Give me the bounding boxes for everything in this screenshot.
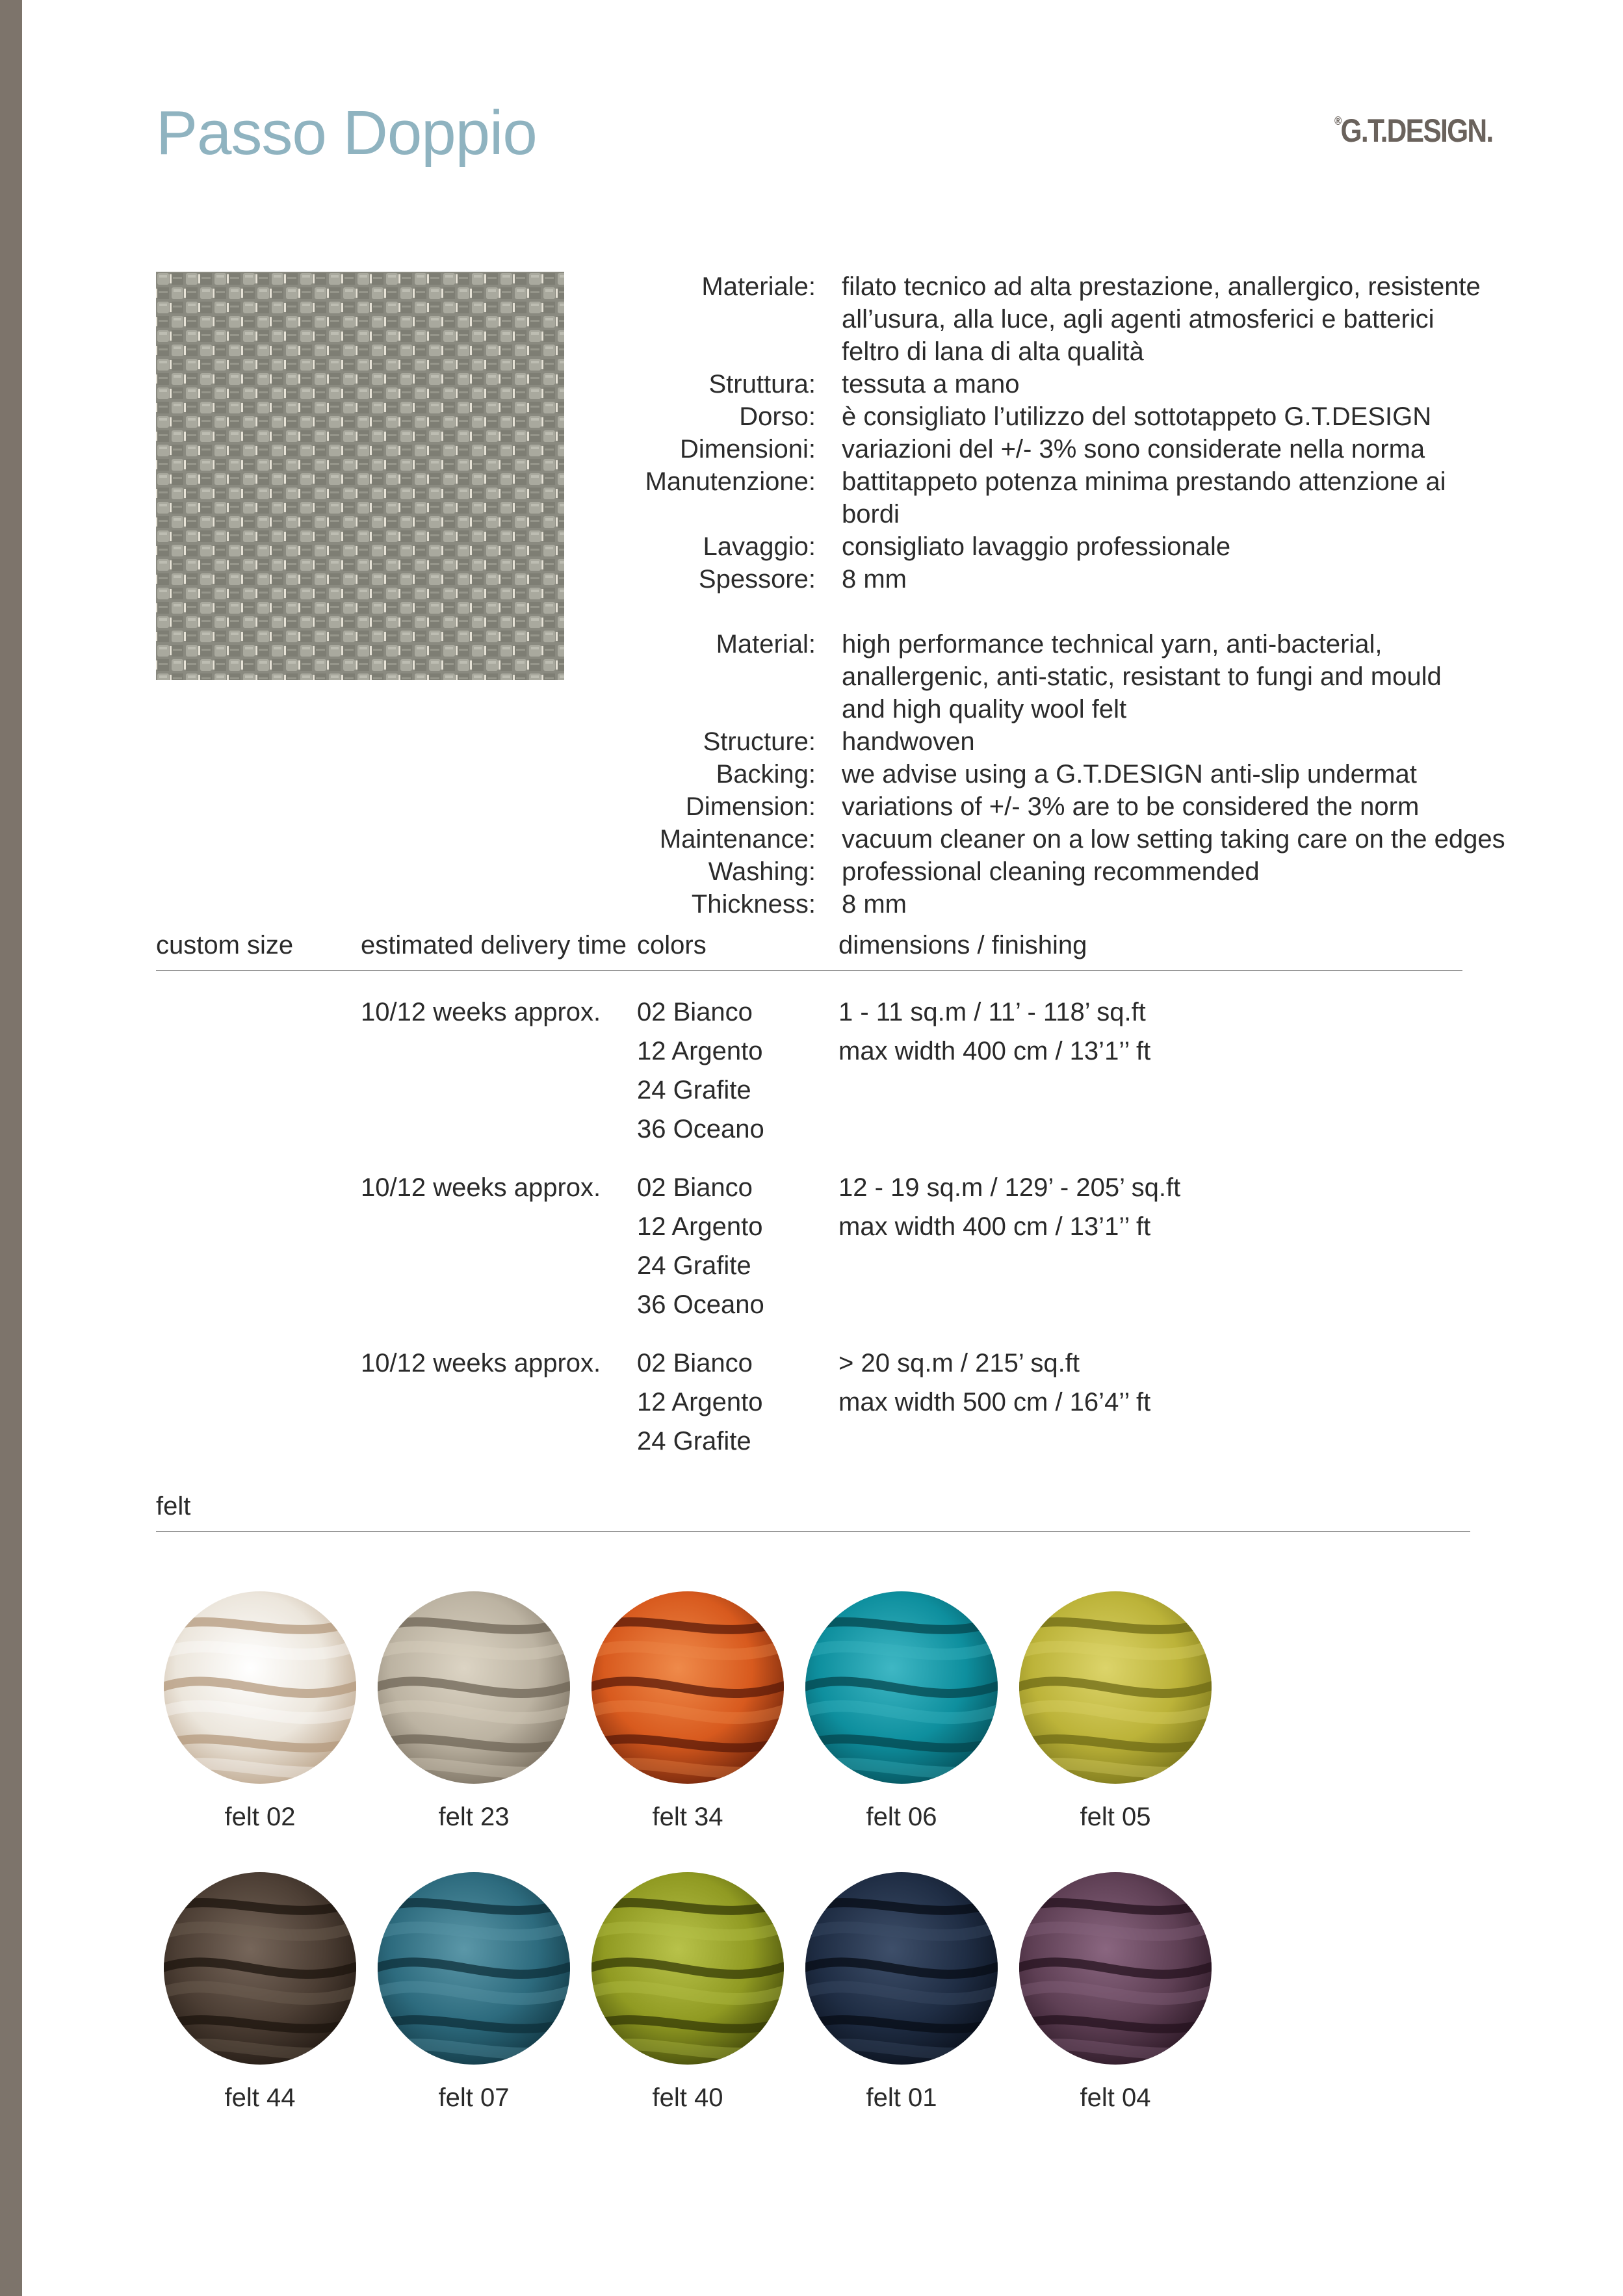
felt-swatch <box>164 1872 356 2065</box>
spec-row <box>585 758 1508 790</box>
spec-label <box>585 335 842 368</box>
felt-label: felt 07 <box>438 2083 510 2112</box>
felt-label: felt 23 <box>438 1803 510 1831</box>
spec-label: Backing: <box>716 760 816 789</box>
spec-label <box>585 303 842 335</box>
spec-label: Dorso: <box>739 402 816 431</box>
delivery-time: 10/12 weeks approx. <box>361 1173 601 1202</box>
felt-swatch <box>378 1872 570 2065</box>
spec-value: handwoven <box>842 727 975 756</box>
registered-mark: ® <box>1334 114 1342 127</box>
dimensions-list <box>838 1168 1180 1246</box>
color-item: 12 Argento <box>637 1388 763 1416</box>
felt-swatch <box>378 1591 570 1784</box>
dimensions-list <box>838 1344 1150 1422</box>
felt-swatch <box>1019 1872 1212 2065</box>
header-delivery: estimated delivery time <box>361 931 627 959</box>
felt-label: felt 06 <box>866 1803 937 1831</box>
dimension-item: 12 - 19 sq.m / 129’ - 205’ sq.ft <box>838 1173 1181 1202</box>
spec-row <box>585 400 1508 433</box>
color-item: 12 Argento <box>637 1037 763 1065</box>
spec-row <box>585 303 1508 335</box>
dimension-item: max width 400 cm / 13’1’’ ft <box>838 1037 1151 1065</box>
spec-label: Lavaggio: <box>703 532 816 561</box>
table-row <box>156 993 1462 1149</box>
spec-row <box>585 725 1508 758</box>
spec-row <box>585 823 1508 855</box>
page-title: Passo Doppio <box>156 98 537 168</box>
felt-label: felt 02 <box>224 1803 296 1831</box>
spec-label: Dimension: <box>685 792 816 821</box>
spec-value: è consigliato l’utilizzo del sottotappeto G.T.DESIGN <box>842 402 1432 431</box>
delivery-time: 10/12 weeks approx. <box>361 998 601 1026</box>
header-dimensions: dimensions / finishing <box>838 931 1087 959</box>
spec-label: Structure: <box>703 727 816 756</box>
spec-row <box>585 563 1508 595</box>
colors-list <box>637 1168 764 1324</box>
felt-label: felt 44 <box>224 2083 296 2112</box>
spec-value: battitappeto potenza minima prestando attenzione ai bordi <box>842 467 1446 528</box>
brand-logo <box>1334 112 1493 150</box>
brand-name: G.T.DESIGN. <box>1341 112 1493 149</box>
color-item: 02 Bianco <box>637 998 753 1026</box>
spec-value: variazioni del +/- 3% sono considerate nella norma <box>842 435 1425 463</box>
color-item: 36 Oceano <box>637 1290 764 1319</box>
color-item: 36 Oceano <box>637 1115 764 1143</box>
rug-texture-image <box>156 272 564 680</box>
spec-value: we advise using a G.T.DESIGN anti-slip undermat <box>842 760 1417 789</box>
table-row <box>156 1168 1462 1324</box>
spec-row <box>585 465 1508 530</box>
header-colors: colors <box>637 931 707 959</box>
felt-swatch <box>805 1591 998 1784</box>
spec-row <box>585 660 1508 693</box>
felt-section-heading: felt <box>156 1492 1470 1532</box>
color-item: 12 Argento <box>637 1212 763 1241</box>
color-item: 24 Grafite <box>637 1427 751 1455</box>
spec-label: Washing: <box>708 857 816 886</box>
spec-value: 8 mm <box>842 565 907 594</box>
felt-label: felt 04 <box>1080 2083 1151 2112</box>
spec-label: Manutenzione: <box>645 467 816 496</box>
felt-swatch <box>164 1591 356 1784</box>
spec-value: high performance technical yarn, anti-bacterial, <box>842 630 1383 659</box>
colors-list <box>637 1344 763 1461</box>
spec-row <box>585 888 1508 920</box>
spec-label: Maintenance: <box>659 825 816 854</box>
specifications-italian <box>585 270 1508 595</box>
spec-label: Dimensioni: <box>680 435 816 463</box>
side-bar-stripe <box>0 0 22 2296</box>
color-item: 02 Bianco <box>637 1349 753 1377</box>
felt-swatch <box>805 1872 998 2065</box>
color-item: 24 Grafite <box>637 1251 751 1280</box>
spec-value: feltro di lana di alta qualità <box>842 337 1144 366</box>
spec-label: Spessore: <box>698 565 816 594</box>
spec-row <box>585 270 1508 303</box>
spec-label <box>585 693 842 725</box>
specifications-english <box>585 628 1508 920</box>
spec-row <box>585 790 1508 823</box>
felt-swatch <box>591 1872 784 2065</box>
sizes-table-header <box>156 931 1462 971</box>
spec-row <box>585 693 1508 725</box>
spec-label: Materiale: <box>701 272 816 301</box>
dimension-item: > 20 sq.m / 215’ sq.ft <box>838 1349 1080 1377</box>
spec-row <box>585 628 1508 660</box>
felt-label: felt 01 <box>866 2083 937 2112</box>
felt-swatch <box>591 1591 784 1784</box>
spec-value: consigliato lavaggio professionale <box>842 532 1231 561</box>
specifications-block <box>585 270 1508 920</box>
spec-label <box>585 660 842 693</box>
header-custom-size: custom size <box>156 931 294 959</box>
spec-label: Material: <box>716 630 816 659</box>
spec-row <box>585 433 1508 465</box>
spec-row <box>585 335 1508 368</box>
color-item: 02 Bianco <box>637 1173 753 1202</box>
spec-row <box>585 855 1508 888</box>
spec-value: 8 mm <box>842 890 907 919</box>
spec-value: and high quality wool felt <box>842 695 1127 724</box>
spec-value: anallergenic, anti-static, resistant to fungi and mould <box>842 662 1442 691</box>
dimensions-list <box>838 993 1150 1071</box>
dimension-item: 1 - 11 sq.m / 11’ - 118’ sq.ft <box>838 998 1146 1026</box>
colors-list <box>637 993 764 1149</box>
spec-value: variations of +/- 3% are to be considered the norm <box>842 792 1420 821</box>
felt-label: felt 34 <box>652 1803 723 1831</box>
table-row <box>156 1344 1462 1461</box>
spec-label: Thickness: <box>691 890 816 919</box>
felt-label: felt 40 <box>652 2083 723 2112</box>
spec-row <box>585 368 1508 400</box>
spec-value: professional cleaning recommended <box>842 857 1260 886</box>
color-item: 24 Grafite <box>637 1076 751 1104</box>
delivery-time: 10/12 weeks approx. <box>361 1349 601 1377</box>
felt-swatch <box>1019 1591 1212 1784</box>
felt-label: felt 05 <box>1080 1803 1151 1831</box>
spec-value: tessuta a mano <box>842 370 1020 398</box>
spec-value: vacuum cleaner on a low setting taking care on the edges <box>842 825 1505 854</box>
dimension-item: max width 400 cm / 13’1’’ ft <box>838 1212 1151 1241</box>
spec-value: filato tecnico ad alta prestazione, anallergico, resistente <box>842 272 1481 301</box>
spec-value: all’usura, alla luce, agli agenti atmosferici e batterici <box>842 305 1435 333</box>
spec-row <box>585 530 1508 563</box>
dimension-item: max width 500 cm / 16’4’’ ft <box>838 1388 1151 1416</box>
spec-label: Struttura: <box>708 370 816 398</box>
